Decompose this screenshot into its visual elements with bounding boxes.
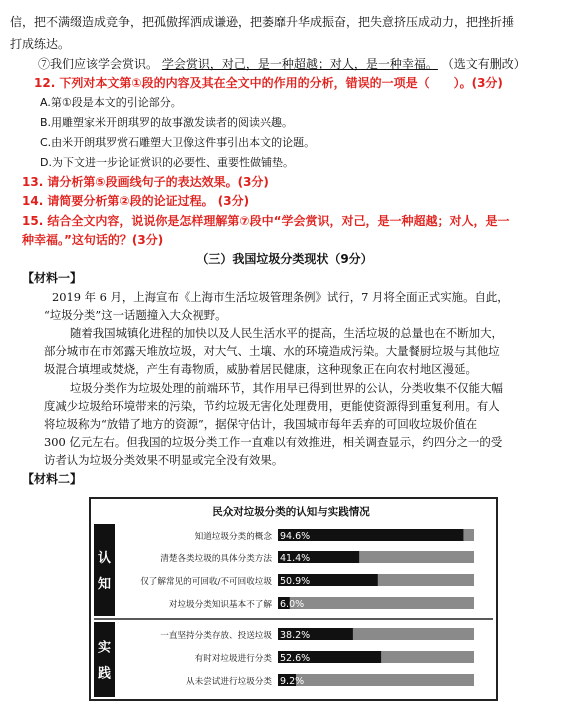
bar-value: 41.4%: [280, 553, 311, 564]
material-1-line: 300 亿元左右。但我国的垃圾分类工作一直难以有效推进，相关调查显示，约四分之一的受: [44, 435, 503, 449]
question-13: 13. 请分析第⑤段画线句子的表达效果。(3分): [22, 175, 269, 189]
option-d: D.为下文进一步论证赏识的必要性、重要性做铺垫。: [40, 156, 294, 169]
material-1-line: 圾混合填埋或焚烧，产生有毒物质，威胁着居民健康，这种现象正在向农村地区漫延。: [44, 362, 477, 376]
question-12: 12. 下列对本文第①段的内容及其在全文中的作用的分析，错误的一项是（ ）。(3分): [34, 76, 503, 90]
bar-track: [278, 674, 474, 686]
passage-line-1: 信，把不满缀造成竞争，把孤傲挥洒成谦逊，把萎靡升华成振奋，把失意挤压成动力，把挫折捶: [10, 15, 515, 29]
bar-label: 有时对垃圾进行分类: [194, 654, 272, 664]
chart-canvas: [91, 499, 496, 699]
question-15-line-2: 种幸福。”这句话的？(3分): [22, 233, 164, 247]
material-1-line: 2019 年 6 月，上海宣布《上海市生活垃圾管理条例》试行，7 月将全面正式实施。自此，: [52, 290, 509, 304]
paragraph-7: [38, 56, 526, 72]
material-1-line: 部分城市在市郊露天堆放垃圾，对大气、土壤、水的环境造成污染。大量餐厨垃圾与其他垃: [44, 344, 500, 358]
material-1-line: 垃圾分类作为垃圾处理的前端环节，其作用早已得到世界的公认，分类收集不仅能大幅: [70, 381, 503, 395]
option-c: C.由米开朗琪罗赏石雕塑大卫像这件事引出本文的论题。: [40, 136, 316, 149]
option-a: A.第①段是本文的引论部分。: [40, 96, 182, 109]
group-label-text: 知: [97, 577, 112, 592]
material-1-line: “垃圾分类”这一话题撞入大众视野。: [44, 308, 227, 322]
question-14: 14. 请简要分析第②段的论证过程。 (3分): [22, 194, 250, 208]
bar-label: 从未尝试进行垃圾分类: [186, 677, 272, 687]
material-1-line: 访者认为垃圾分类效果不明显或完全没有效果。: [44, 453, 284, 467]
bar-track: [278, 597, 474, 609]
group-label-text: 认: [97, 551, 112, 566]
chart-title: 民众对垃圾分类的认知与实践情况: [212, 506, 370, 518]
bar-value: 94.6%: [280, 531, 311, 542]
material-1-label: 【材料一】: [22, 271, 83, 285]
group-label-text: 实: [97, 640, 112, 656]
bar-value: 52.6%: [280, 653, 311, 664]
group-label-box: [94, 622, 115, 697]
group-label-text: 践: [97, 666, 112, 682]
material-1-line: 将垃圾称为“放错了地方的资源”，据保守估计，我国城市每年丢弃的可回收垃圾价值在: [44, 417, 478, 431]
awareness-practice-chart: [89, 497, 498, 701]
question-15-line-1: 15. 结合全文内容，说说你是怎样理解第⑦段中“学会赏识，对己，是一种超越；对人，是一: [22, 214, 510, 228]
paragraph-7-lead: 我们应该学会赏识。: [50, 57, 159, 71]
material-1-line: 度减少垃圾给环境带来的污染，节约垃圾无害化处理费用，更能使资源得到重复利用。有人: [44, 399, 500, 413]
bar-value: 6.0%: [280, 599, 305, 610]
underlined-quote: 学会赏识，对己，是一种超越；对人，是一种幸福。: [161, 57, 438, 71]
source-note: （选文有删改）: [441, 57, 526, 71]
bar-label: 对垃圾分类知识基本不了解: [168, 600, 272, 610]
bar-value: 9.2%: [280, 676, 305, 687]
material-2-label: 【材料二】: [22, 472, 83, 486]
paragraph-number: ⑦: [38, 57, 51, 71]
group-label-box: [94, 524, 115, 616]
bar-label: 仅了解常见的可回收/不可回收垃圾: [140, 577, 272, 587]
bar-label: 知道垃圾分类的概念: [194, 532, 272, 542]
bar-label: 清楚各类垃圾的具体分类方法: [160, 554, 272, 564]
material-1-line: 随着我国城镇化进程的加快以及人民生活水平的提高，生活垃圾的总量也在不断加大，: [70, 326, 503, 340]
bar-value: 50.9%: [280, 576, 311, 587]
bar-value: 38.2%: [280, 630, 311, 641]
passage-line-2: 打成练达。: [10, 37, 71, 51]
option-b: B.用雕塑家米开朗琪罗的故事激发读者的阅读兴趣。: [40, 116, 294, 129]
bar-label: 一直坚持分类存放、投送垃圾: [160, 631, 272, 641]
section-title: （三）我国垃圾分类现状（9分）: [196, 252, 373, 266]
